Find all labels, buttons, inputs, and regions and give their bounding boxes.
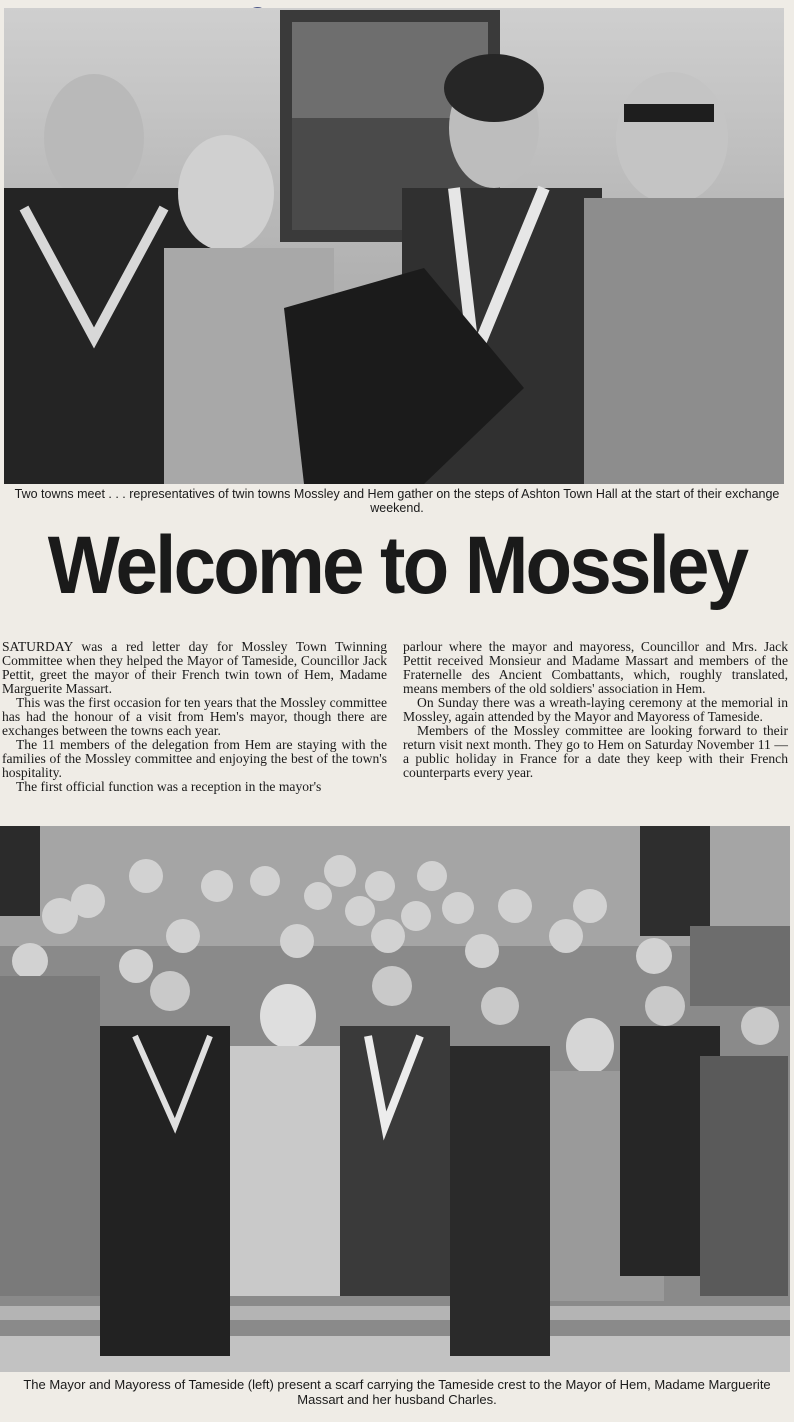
article-paragraph: SATURDAY was a red letter day for Mossley Town Twinning Committee when they helped the Mayor of Tameside, Councillor Jack Pettit, greet the mayor of their French twin town of Hem, Madame Marguerite Massart. [2,639,387,696]
headline: Welcome to Mossley [47,520,747,611]
bottom-group-photograph [0,826,790,1372]
article-body [2,640,788,824]
top-photograph-image [4,8,784,484]
top-photograph [4,8,784,484]
article-paragraph: Members of the Mossley committee are looking forward to their return visit next month. They go to Hem on Saturday November 11 — a public holiday in France for a date they keep with their French counterparts every year. [403,723,788,780]
article-paragraph: The first official function was a reception in the mayor's [16,779,322,794]
article-column-right [403,640,788,824]
article-paragraph: This was the first occasion for ten years that the Mossley committee has had the honour of a visit from Hem's mayor, though there are exchanges between the towns each year. [2,695,387,738]
article-paragraph: parlour where the mayor and mayoress, Councillor and Mrs. Jack Pettit received Monsieur and Madame Massart and members of the Fraternelle des Ancient Combattants, which, roughly translated, means members of the old soldiers' association in Hem. [403,639,788,696]
top-photo-caption: Two towns meet . . . representatives of twin towns Mossley and Hem gather on the steps of Ashton Town Hall at the start of their exchange weekend. [14,487,780,515]
bottom-group-photograph-image [0,826,790,1372]
article-column-left [2,640,387,824]
bottom-photo-caption: The Mayor and Mayoress of Tameside (left) present a scarf carrying the Tameside crest to the Mayor of Hem, Madame Marguerite Massart and her husband Charles. [23,1377,771,1407]
article-paragraph: The 11 members of the delegation from Hem are staying with the families of the Mossley committee and enjoying the best of the town's hospitality. [2,737,387,780]
article-paragraph: On Sunday there was a wreath-laying ceremony at the memorial in Mossley, again attended by the Mayor and Mayoress of Tameside. [403,695,788,724]
